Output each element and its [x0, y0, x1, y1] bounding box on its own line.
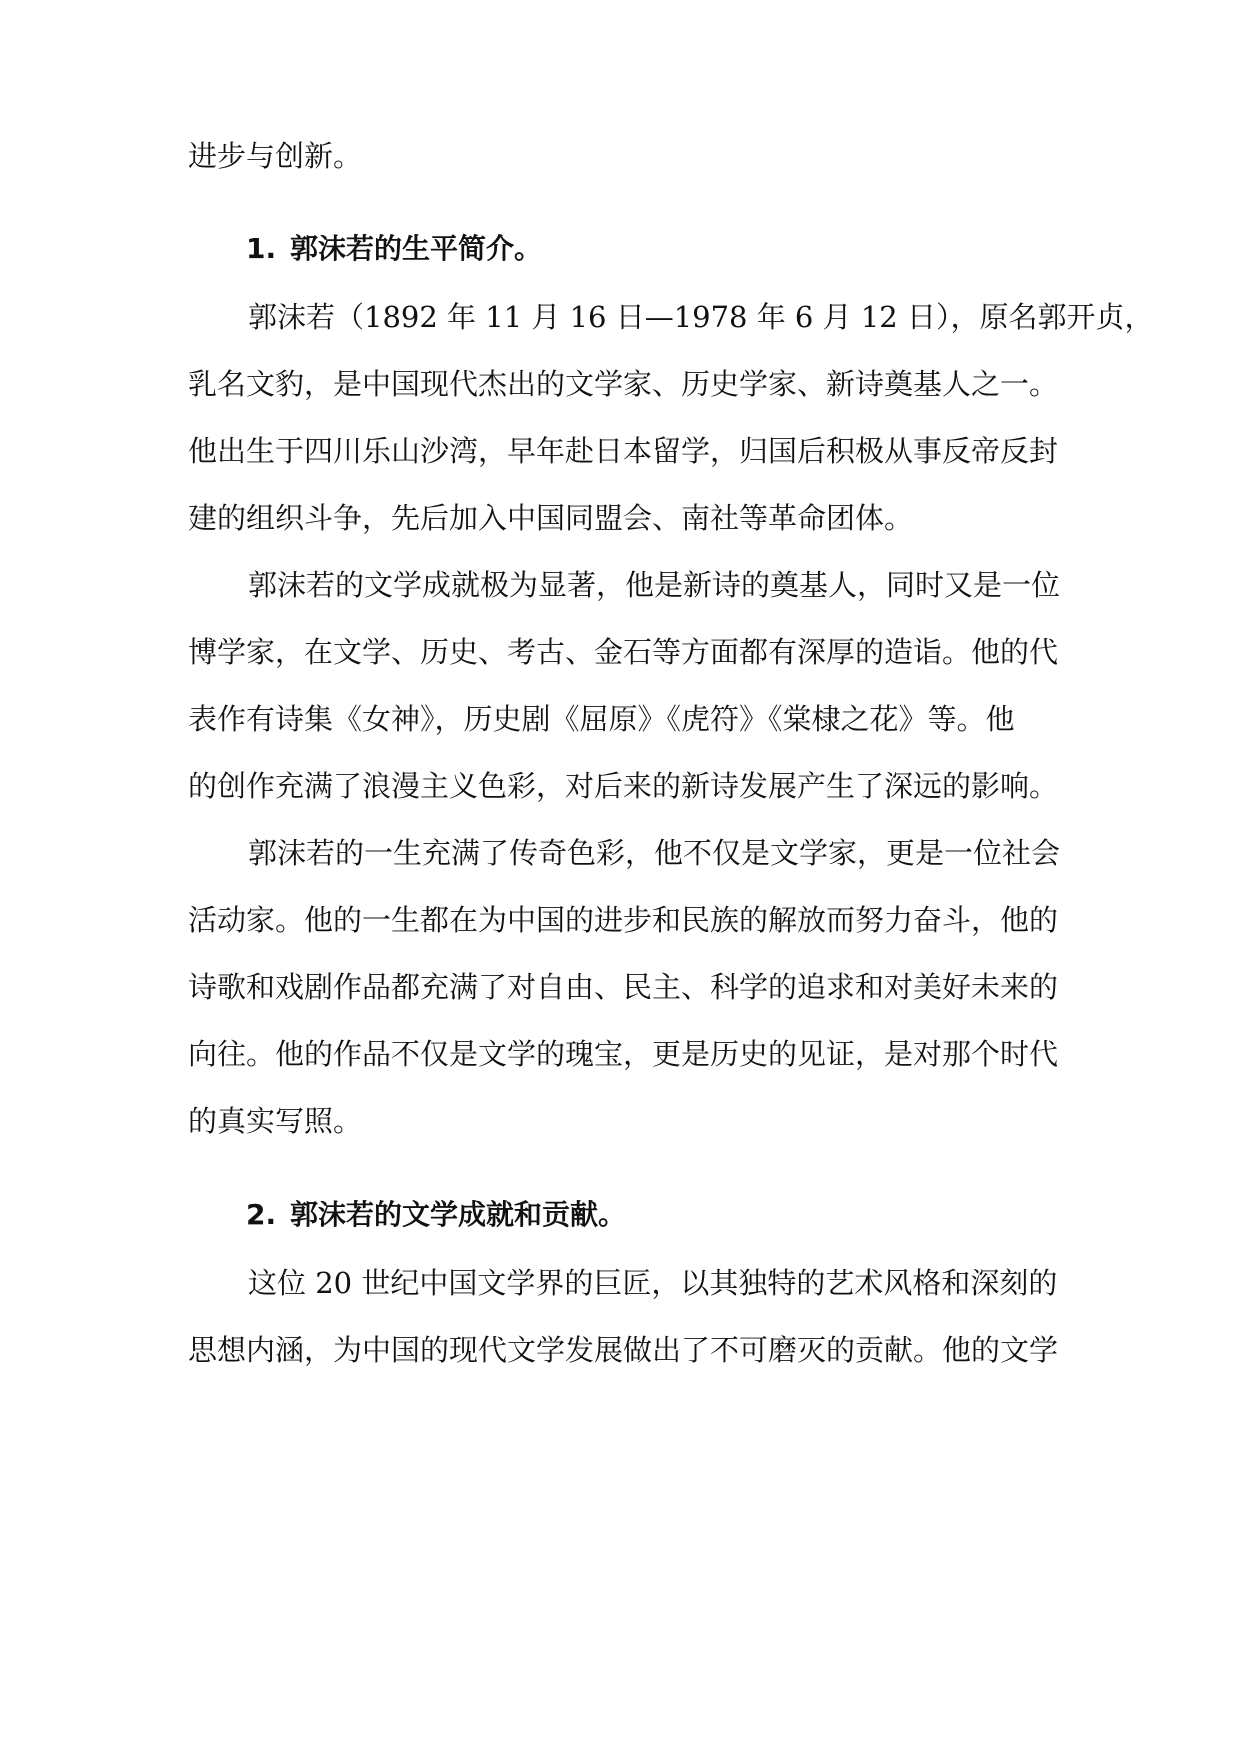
paragraph-line: 建的组织斗争，先后加入中国同盟会、南社等革命团体。	[188, 501, 914, 535]
text-line: 进步与创新。	[188, 139, 363, 173]
section-title: 郭沫若的生平简介。	[290, 232, 543, 265]
paragraph-line: 思想内涵，为中国的现代文学发展做出了不可磨灭的贡献。他的文学	[188, 1333, 1059, 1367]
paragraph-line: 向往。他的作品不仅是文学的瑰宝，更是历史的见证，是对那个时代	[188, 1037, 1059, 1071]
section-number: 2.	[246, 1198, 277, 1231]
paragraph-line: 博学家，在文学、历史、考古、金石等方面都有深厚的造诣。他的代	[188, 635, 1059, 669]
paragraph-line: 他出生于四川乐山沙湾，早年赴日本留学，归国后积极从事反帝反封	[188, 434, 1059, 468]
paragraph-line: 活动家。他的一生都在为中国的进步和民族的解放而努力奋斗，他的	[188, 903, 1059, 937]
paragraph-line: 的创作充满了浪漫主义色彩，对后来的新诗发展产生了深远的影响。	[188, 769, 1059, 803]
section-number: 1.	[246, 232, 277, 265]
paragraph-line: 诗歌和戏剧作品都充满了对自由、民主、科学的追求和对美好未来的	[188, 970, 1059, 1004]
section-heading-1	[246, 229, 542, 269]
section-heading-2	[246, 1195, 626, 1235]
section-title: 郭沫若的文学成就和贡献。	[290, 1198, 627, 1231]
paragraph-line: 表作有诗集《女神》，历史剧《屈原》《虎符》《棠棣之花》等。他	[188, 702, 1015, 736]
paragraph-line: 郭沫若的一生充满了传奇色彩，他不仅是文学家，更是一位社会	[248, 836, 1061, 870]
paragraph-line: 的真实写照。	[188, 1104, 363, 1138]
paragraph-line: 乳名文豹，是中国现代杰出的文学家、历史学家、新诗奠基人之一。	[188, 367, 1059, 401]
paragraph-line: 郭沫若的文学成就极为显著，他是新诗的奠基人，同时又是一位	[248, 568, 1061, 602]
paragraph-line: 这位 20 世纪中国文学界的巨匠，以其独特的艺术风格和深刻的	[248, 1266, 1058, 1300]
paragraph-line: 郭沫若（1892 年 11 月 16 日—1978 年 6 月 12 日），原名郭开贞，	[248, 300, 1154, 334]
